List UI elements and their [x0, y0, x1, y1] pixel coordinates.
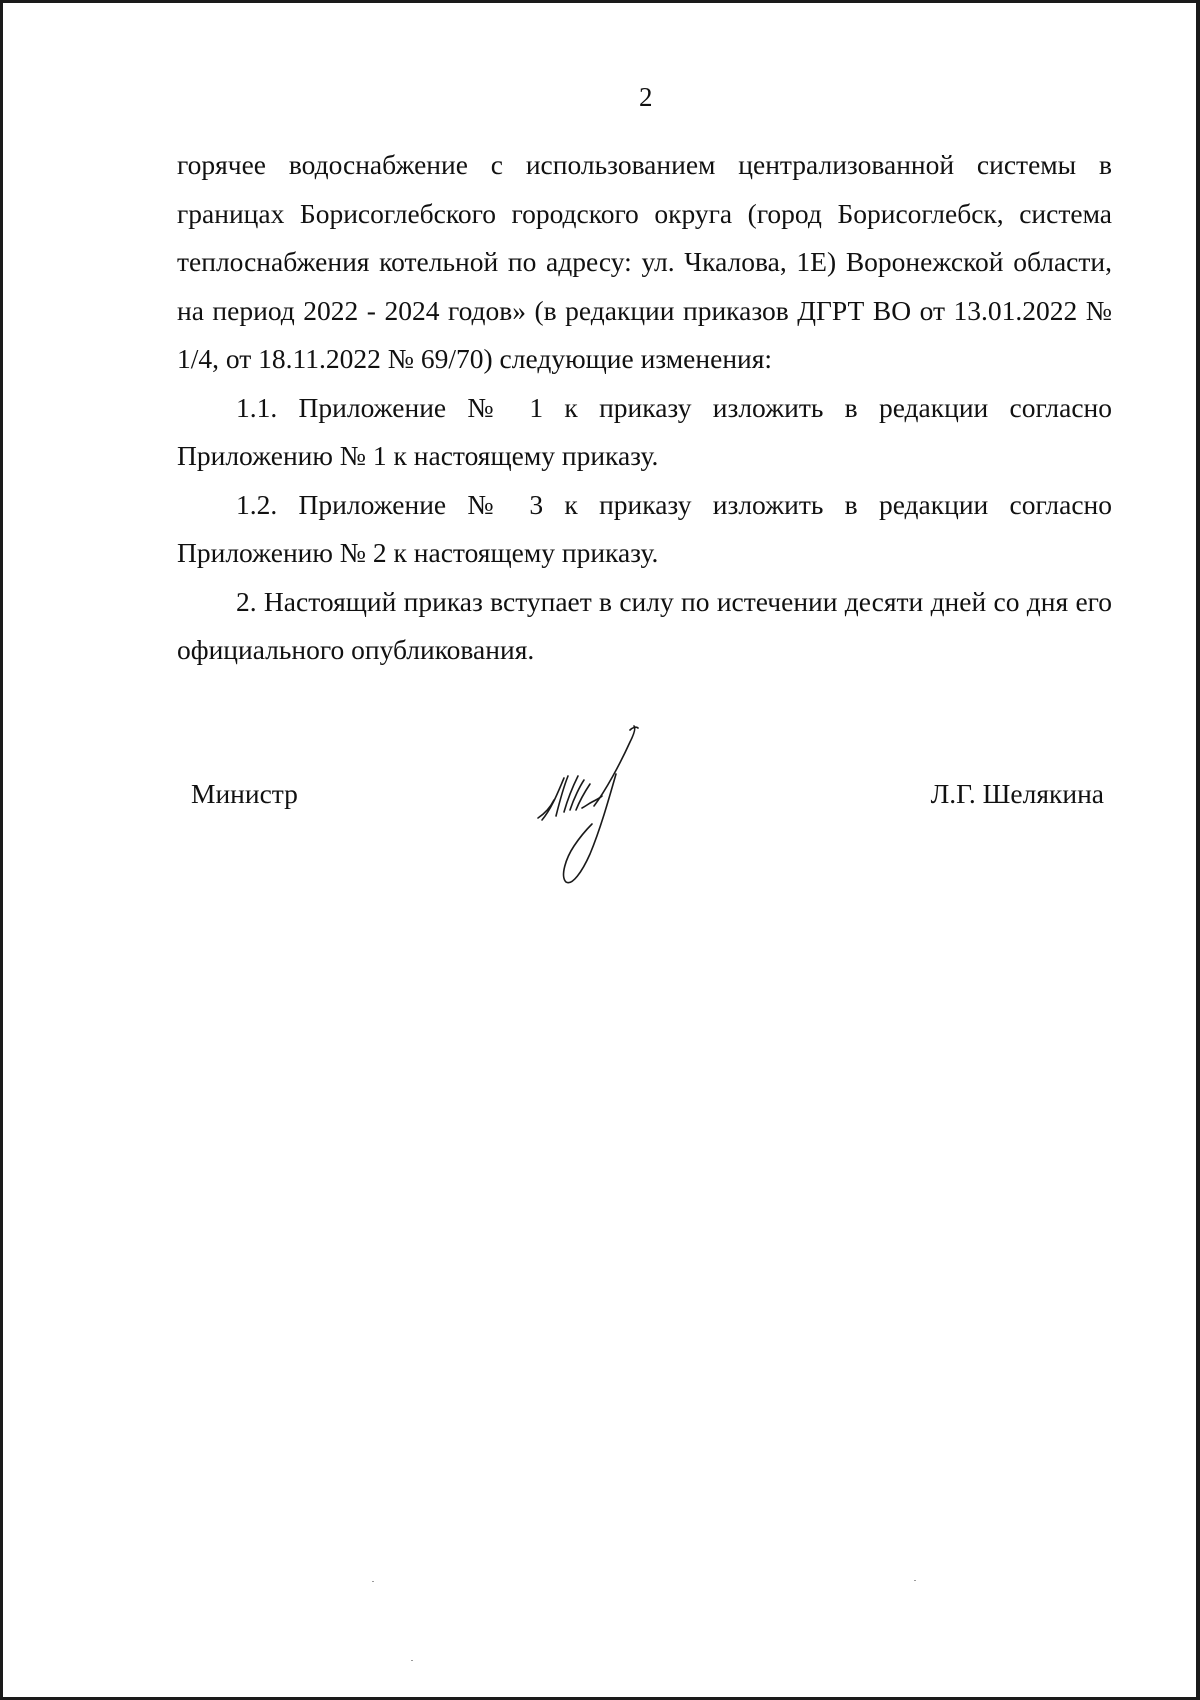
scan-speck	[411, 1660, 413, 1661]
paragraph-item-2: 2. Настоящий приказ вступает в силу по истечении десяти дней со дня его официального опубликования.	[177, 585, 1112, 665]
signer-name: Л.Г. Шелякина	[930, 778, 1104, 809]
handwritten-signature-icon	[530, 720, 690, 900]
scan-speck	[372, 1581, 374, 1582]
document-body	[177, 141, 1112, 675]
paragraph-item-1-2: 1.2. Приложение № 3 к приказу изложить в редакции согласно Приложению № 2 к настоящему приказу.	[177, 488, 1112, 568]
paragraph-continuation: горячее водоснабжение с использованием централизованной системы в границах Борисоглебского городского округа (город Борисоглебск, система теплоснабжения котельной по адресу: ул. Чкалова, 1Е) Воронежской области, на период 2022 - 2024 годов» (в редакции приказов ДГРТ ВО от 13.01.2022 № 1/4, от 18.11.2022 № 69/70) следующие изменения:	[177, 149, 1112, 374]
paragraph-item-1-1: 1.1. Приложение № 1 к приказу изложить в редакции согласно Приложению № 1 к настоящему приказу.	[177, 391, 1112, 471]
page-number: 2	[639, 82, 653, 112]
scan-speck	[914, 1580, 916, 1581]
signer-title: Министр	[191, 778, 298, 809]
